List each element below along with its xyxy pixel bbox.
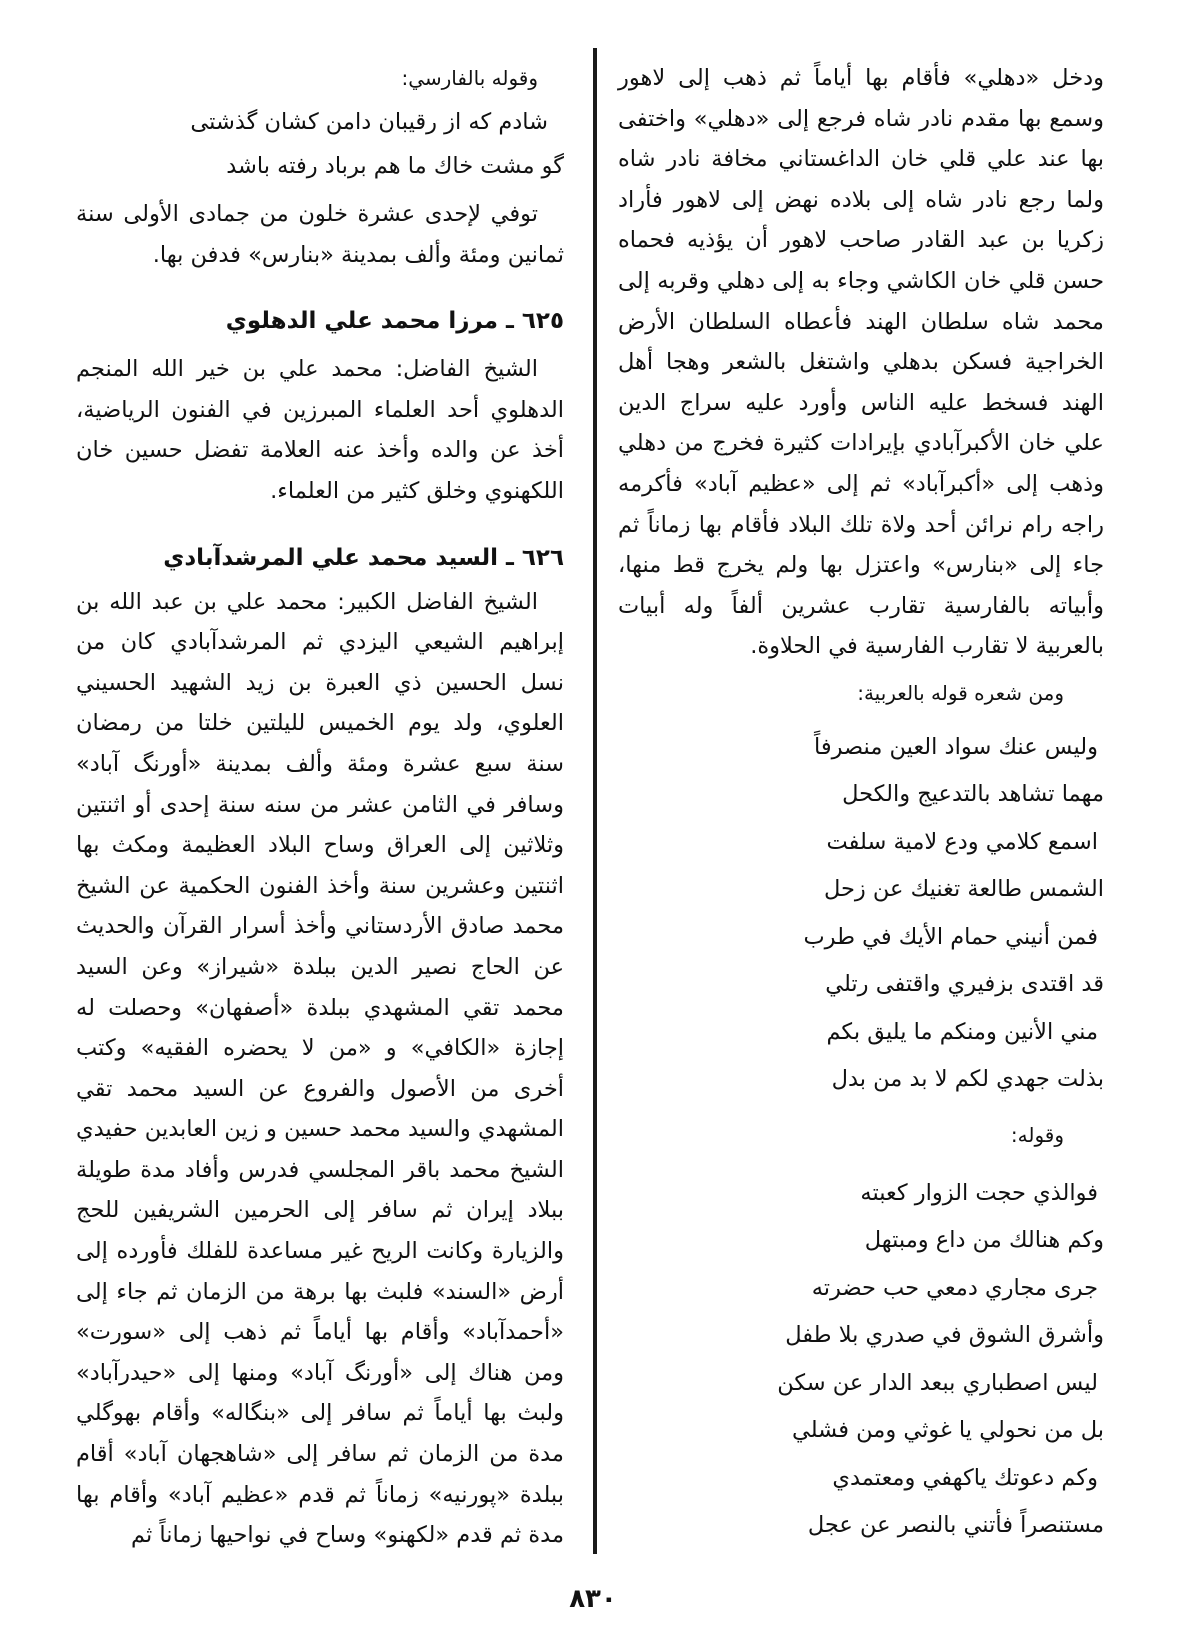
poem-verse: بذلت جهدي لكم لا بد من بدل [831,1065,1104,1092]
right-column [618,58,1104,1541]
entry-626-text: الشيخ الفاضل الكبير: محمد علي بن عبد الله بن إبراهيم الشيعي اليزدي ثم المرشدآبادي كان من نسل الحسين ذي العبرة بن زيد الشهيد الحسيني العلوي، ولد يوم الخميس لليلتين خلتا من رمضان سنة سبع عشرة ومئة وألف بمدينة «أورنگ آباد» وسافر في الثامن عشر من سنه سنة إحدى أو اثنتين وثلاثين إلى العراق وساح البلاد العظيمة ومكث بها اثنتين وعشرين سنة وأخذ الفنون الحكمية عن الشيخ محمد صادق الأردستاني وأخذ أسرار القرآن والحديث عن الحاج نصير الدين ببلدة «شيراز» وعن السيد محمد تقي المشهدي ببلدة «أصفهان» وحصلت له إجازة «الكافي» و «من لا يحضره الفقيه» وكتب أخرى من الأصول والفروع عن السيد محمد تقي المشهدي والسيد محمد حسين و زين العابدين حفيدي الشيخ محمد باقر المجلسي فدرس وأفاد مدة طويلة ببلاد إيران ثم سافر إلى الحرمين الشريفين للحج والزيارة وكانت الريح غير مساعدة للفلك فأورده إلى أرض «السند» فلبث بها برهة من الزمان ثم جاء إلى «أحمدآباد» وأقام بها أياماً ثم ذهب إلى «سورت» ومن هناك إلى «أورنگ آباد» ومنها إلى «حيدرآباد» ولبث بها أياماً ثم سافر إلى «بنگاله» وأقام بهوگلي مدة من الزمان ثم سافر إلى «شاهجهان آباد» أقام ببلدة «پورنيه» زماناً ثم قدم «عظيم آباد» وأقام بها مدة ثم قدم «لكهنو» وساح في نواحيها زماناً ثم [76,588,564,1549]
poem-verse: مستنصراً فأتني بالنصر عن عجل [807,1511,1104,1538]
poem-arabic-2 [618,1177,1104,1541]
left-column [76,58,564,1556]
poem-verse: الشمس طالعة تغنيك عن زحل [823,875,1104,902]
poem-verse: فمن أنيني حمام الأيك في طرب [803,923,1098,950]
entry-625-heading: ٦٢٥ ـ مرزا محمد علي الدهلوي [225,308,564,335]
poem-verse: اسمع كلامي ودع لامية سلفت [826,828,1098,855]
poem-verse: وكم هنالك من داع ومبتهل [864,1226,1104,1253]
persian-intro: وقوله بالفارسي: [401,66,538,90]
entry-625-text: الشيخ الفاضل: محمد علي بن خير الله المنجم الدهلوي أحد العلماء المبرزين في الفنون الرياضية، أخذ عن والده وأخذ عنه العلامة تفضل حسين خان اللكهنوي وخلق كثير من العلماء. [76,356,564,504]
poem-arabic-1 [618,731,1104,1095]
poem-verse: قد اقتدى بزفيري واقتفى رتلي [825,970,1104,997]
poem-verse: وأشرق الشوق في صدري بلا طفل [785,1321,1104,1348]
poem-intro: ومن شعره قوله بالعربية: [857,680,1064,705]
entry-626-heading: ٦٢٦ ـ السيد محمد علي المرشدآبادي [163,544,564,571]
poem-verse: بل من نحولي يا غوثي ومن فشلي [791,1416,1104,1443]
biography-paragraph: ودخل «دهلي» فأقام بها أياماً ثم ذهب إلى لاهور وسمع بها مقدم نادر شاه فرجع إلى «دهلي» واختفى بها عند علي قلي خان الداغستاني مخافة نادر شاه ولما رجع نادر شاه إلى بلاده نهض إلى لاهور فأراد زكريا بن عبد القادر صاحب لاهور أن يؤذيه فحماه حسن قلي خان الكاشي وجاء به إلى دهلي وقربه إلى محمد شاه سلطان الهند فأعطاه السلطان الأرض الخراجية فسكن بدهلي واشتغل بالشعر وهجا أهل الهند فسخط عليه الناس وأورد عليه سراج الدين علي خان الأكبرآبادي بإيرادات كثيرة فخرج من دهلي وذهب إلى «أكبرآباد» ثم إلى «عظيم آباد» فأكرمه راجه رام نرائن أحد ولاة تلك البلاد فأقام بها زماناً ثم جاء إلى «بنارس» واعتزل بها ولم يخرج قط منها، وأبياته بالفارسية تقارب عشرين ألفاً وله أبيات بالعربية لا تقارب الفارسية في الحلاوة. [618,65,1104,660]
poem-verse: ليس اصطباري ببعد الدار عن سكن [777,1369,1098,1396]
page-number: ٨٣٠ [569,1584,617,1614]
death-paragraph: توفي لإحدى عشرة خلون من جمادى الأولى سنة ثمانين ومئة وألف بمدينة «بنارس» فدفن بها. [76,201,564,268]
column-divider [593,48,597,1554]
poem-verse: شادم كه از رقيبان دامن كشان گذشتى [190,109,548,135]
persian-poem [76,106,564,182]
poem-intro: وقوله: [1010,1122,1064,1147]
poem-verse: وكم دعوتك ياكهفي ومعتمدي [832,1464,1098,1491]
poem-verse: فوالذي حجت الزوار كعبته [860,1179,1098,1206]
poem-verse: وليس عنك سواد العين منصرفاً [814,733,1098,760]
poem-verse: مهما تشاهد بالتدعيج والكحل [842,780,1104,807]
poem-verse: مني الأنين ومنكم ما يليق بكم [826,1018,1098,1045]
poem-verse: جرى مجاري دمعي حب حضرته [811,1274,1098,1301]
poem-verse: گو مشت خاك ما هم برباد رفته باشد [226,153,564,179]
